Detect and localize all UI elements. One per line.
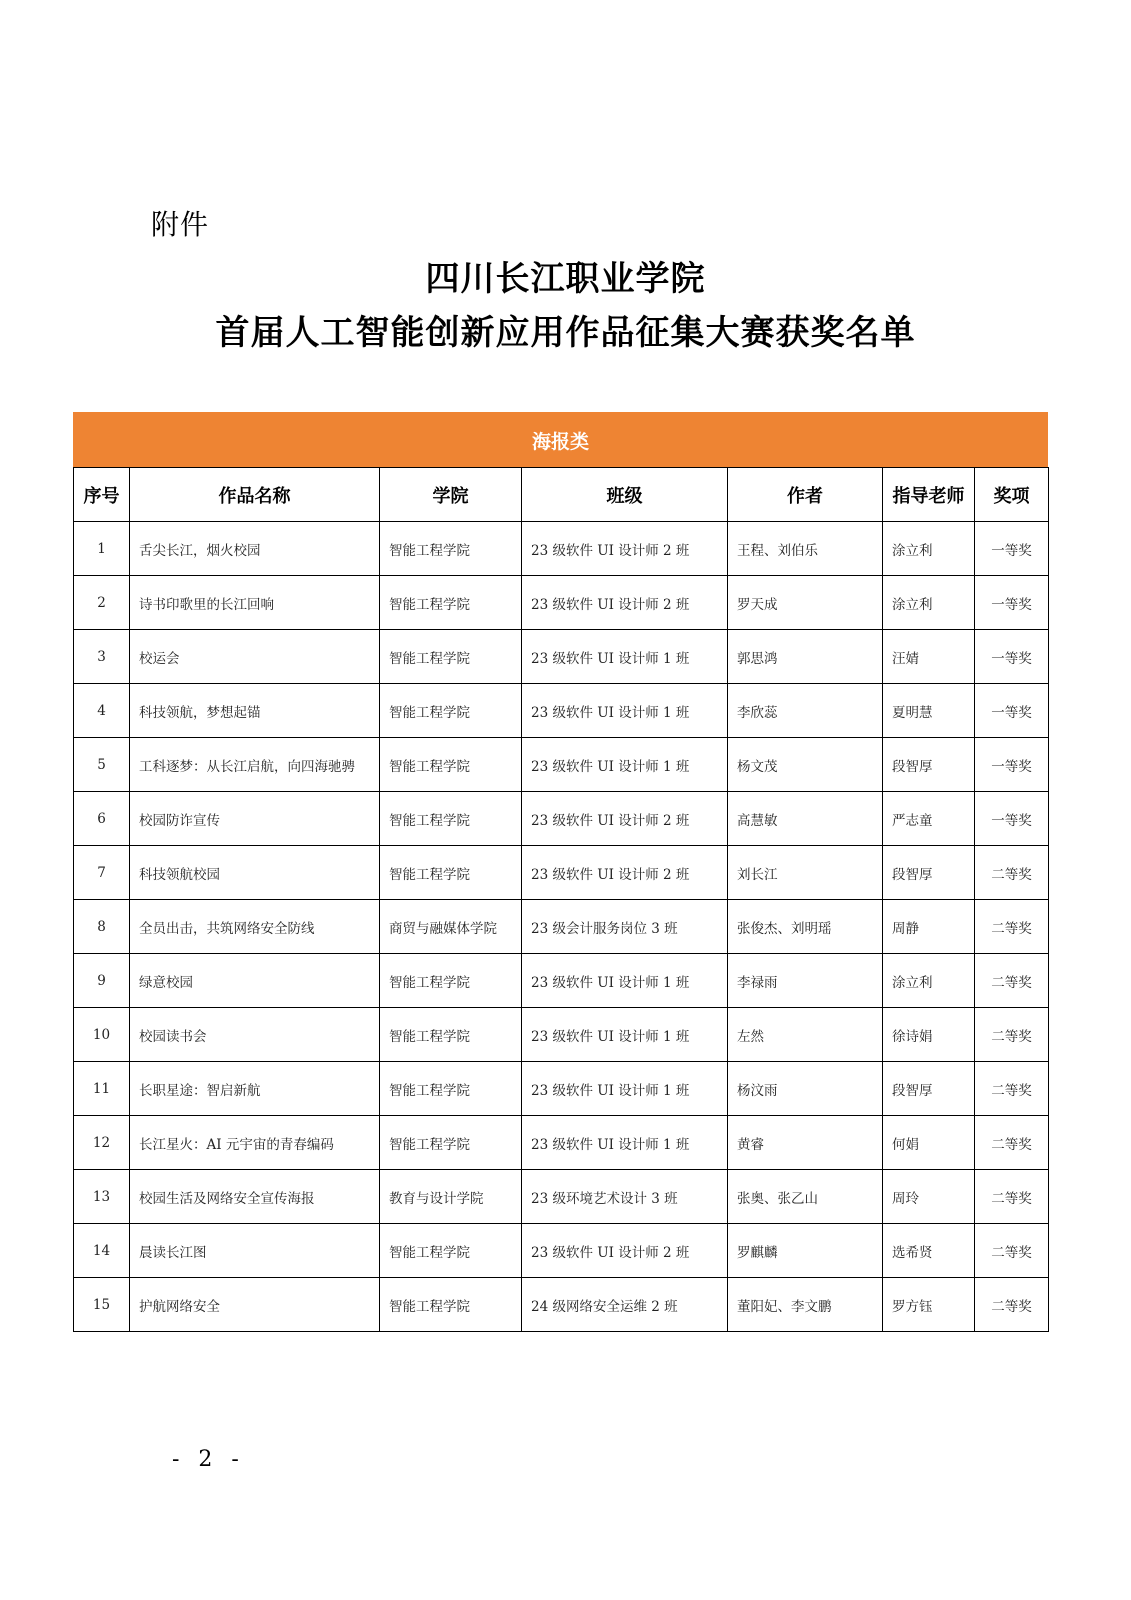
cell-author: 王程、刘伯乐 [728, 522, 883, 576]
table-row [74, 1062, 1049, 1116]
cell-award: 二等奖 [975, 1170, 1049, 1224]
cell-work-name: 校园生活及网络安全宣传海报 [130, 1170, 380, 1224]
cell-college: 智能工程学院 [380, 1062, 522, 1116]
cell-advisor: 徐诗娟 [883, 1008, 975, 1062]
cell-advisor: 涂立利 [883, 576, 975, 630]
cell-work-name: 长江星火：AI 元宇宙的青春编码 [130, 1116, 380, 1170]
cell-no: 9 [74, 954, 130, 1008]
cell-college: 智能工程学院 [380, 684, 522, 738]
table-row [74, 954, 1049, 1008]
cell-award: 二等奖 [975, 846, 1049, 900]
cell-work-name: 全员出击，共筑网络安全防线 [130, 900, 380, 954]
cell-author: 李欣蕊 [728, 684, 883, 738]
table-row [74, 846, 1049, 900]
cell-college: 智能工程学院 [380, 846, 522, 900]
cell-class: 23 级软件 UI 设计师 1 班 [522, 1116, 728, 1170]
cell-work-name: 舌尖长江，烟火校园 [130, 522, 380, 576]
column-header-award: 奖项 [975, 468, 1049, 522]
cell-college: 智能工程学院 [380, 738, 522, 792]
cell-award: 一等奖 [975, 792, 1049, 846]
cell-college: 智能工程学院 [380, 1116, 522, 1170]
cell-no: 7 [74, 846, 130, 900]
cell-award: 二等奖 [975, 1062, 1049, 1116]
table-row [74, 522, 1049, 576]
cell-no: 11 [74, 1062, 130, 1116]
cell-author: 张奥、张乙山 [728, 1170, 883, 1224]
table-row [74, 792, 1049, 846]
cell-award: 二等奖 [975, 1116, 1049, 1170]
category-header: 海报类 [73, 412, 1048, 467]
table-row [74, 738, 1049, 792]
awards-table [73, 467, 1049, 1332]
cell-class: 23 级软件 UI 设计师 1 班 [522, 738, 728, 792]
cell-award: 一等奖 [975, 522, 1049, 576]
cell-award: 一等奖 [975, 630, 1049, 684]
cell-class: 23 级软件 UI 设计师 1 班 [522, 1062, 728, 1116]
table-header-row [74, 468, 1049, 522]
cell-work-name: 校园防诈宣传 [130, 792, 380, 846]
cell-advisor: 周静 [883, 900, 975, 954]
cell-work-name: 长职星途：智启新航 [130, 1062, 380, 1116]
cell-college: 智能工程学院 [380, 522, 522, 576]
column-header-class: 班级 [522, 468, 728, 522]
cell-no: 8 [74, 900, 130, 954]
cell-no: 12 [74, 1116, 130, 1170]
cell-author: 杨汶雨 [728, 1062, 883, 1116]
cell-author: 罗麒麟 [728, 1224, 883, 1278]
column-header-college: 学院 [380, 468, 522, 522]
table-row [74, 1170, 1049, 1224]
table-row [74, 630, 1049, 684]
cell-no: 14 [74, 1224, 130, 1278]
cell-college: 智能工程学院 [380, 1008, 522, 1062]
cell-work-name: 科技领航，梦想起锚 [130, 684, 380, 738]
cell-no: 1 [74, 522, 130, 576]
table-row [74, 684, 1049, 738]
table-row [74, 1008, 1049, 1062]
cell-advisor: 段智厚 [883, 846, 975, 900]
cell-college: 智能工程学院 [380, 576, 522, 630]
attachment-label: 附件 [151, 208, 210, 241]
cell-class: 23 级会计服务岗位 3 班 [522, 900, 728, 954]
cell-advisor: 选希贤 [883, 1224, 975, 1278]
cell-no: 2 [74, 576, 130, 630]
cell-author: 黄睿 [728, 1116, 883, 1170]
cell-no: 3 [74, 630, 130, 684]
cell-no: 13 [74, 1170, 130, 1224]
cell-work-name: 诗书印歌里的长江回响 [130, 576, 380, 630]
cell-advisor: 段智厚 [883, 738, 975, 792]
cell-no: 6 [74, 792, 130, 846]
cell-work-name: 工科逐梦：从长江启航，向四海驰骋 [130, 738, 380, 792]
cell-college: 智能工程学院 [380, 630, 522, 684]
page-number: - 2 - [172, 1447, 245, 1472]
cell-no: 10 [74, 1008, 130, 1062]
cell-award: 二等奖 [975, 954, 1049, 1008]
cell-no: 15 [74, 1278, 130, 1332]
cell-advisor: 何娟 [883, 1116, 975, 1170]
cell-author: 李禄雨 [728, 954, 883, 1008]
cell-award: 一等奖 [975, 576, 1049, 630]
cell-class: 23 级软件 UI 设计师 2 班 [522, 792, 728, 846]
document-title-line-1: 四川长江职业学院 [425, 259, 706, 299]
cell-college: 智能工程学院 [380, 954, 522, 1008]
table-row [74, 576, 1049, 630]
cell-college: 教育与设计学院 [380, 1170, 522, 1224]
column-header-author: 作者 [728, 468, 883, 522]
cell-advisor: 罗方钰 [883, 1278, 975, 1332]
cell-award: 一等奖 [975, 738, 1049, 792]
table-body [74, 522, 1049, 1332]
table-row [74, 1224, 1049, 1278]
cell-author: 张俊杰、刘明瑶 [728, 900, 883, 954]
table-row [74, 900, 1049, 954]
cell-author: 董阳妃、李文鹏 [728, 1278, 883, 1332]
cell-class: 23 级环境艺术设计 3 班 [522, 1170, 728, 1224]
column-header-work: 作品名称 [130, 468, 380, 522]
cell-work-name: 校园读书会 [130, 1008, 380, 1062]
cell-class: 23 级软件 UI 设计师 2 班 [522, 522, 728, 576]
cell-work-name: 护航网络安全 [130, 1278, 380, 1332]
cell-advisor: 汪婧 [883, 630, 975, 684]
cell-class: 23 级软件 UI 设计师 2 班 [522, 1224, 728, 1278]
cell-class: 23 级软件 UI 设计师 1 班 [522, 954, 728, 1008]
cell-author: 杨文茂 [728, 738, 883, 792]
cell-work-name: 绿意校园 [130, 954, 380, 1008]
table-row [74, 1116, 1049, 1170]
cell-author: 高慧敏 [728, 792, 883, 846]
cell-college: 智能工程学院 [380, 1224, 522, 1278]
cell-award: 二等奖 [975, 1278, 1049, 1332]
cell-college: 智能工程学院 [380, 1278, 522, 1332]
cell-advisor: 周玲 [883, 1170, 975, 1224]
cell-class: 24 级网络安全运维 2 班 [522, 1278, 728, 1332]
cell-advisor: 段智厚 [883, 1062, 975, 1116]
cell-advisor: 严志童 [883, 792, 975, 846]
cell-class: 23 级软件 UI 设计师 2 班 [522, 576, 728, 630]
cell-class: 23 级软件 UI 设计师 2 班 [522, 846, 728, 900]
cell-author: 郭思鸿 [728, 630, 883, 684]
document-title-line-2: 首届人工智能创新应用作品征集大赛获奖名单 [215, 313, 916, 353]
cell-advisor: 夏明慧 [883, 684, 975, 738]
cell-award: 二等奖 [975, 1008, 1049, 1062]
cell-advisor: 涂立利 [883, 522, 975, 576]
table-row [74, 1278, 1049, 1332]
cell-advisor: 涂立利 [883, 954, 975, 1008]
cell-no: 5 [74, 738, 130, 792]
cell-work-name: 校运会 [130, 630, 380, 684]
cell-author: 刘长江 [728, 846, 883, 900]
cell-class: 23 级软件 UI 设计师 1 班 [522, 684, 728, 738]
cell-no: 4 [74, 684, 130, 738]
cell-award: 二等奖 [975, 900, 1049, 954]
cell-work-name: 科技领航校园 [130, 846, 380, 900]
cell-class: 23 级软件 UI 设计师 1 班 [522, 1008, 728, 1062]
cell-college: 商贸与融媒体学院 [380, 900, 522, 954]
cell-author: 左然 [728, 1008, 883, 1062]
cell-work-name: 晨读长江图 [130, 1224, 380, 1278]
column-header-advisor: 指导老师 [883, 468, 975, 522]
cell-award: 二等奖 [975, 1224, 1049, 1278]
cell-award: 一等奖 [975, 684, 1049, 738]
column-header-no: 序号 [74, 468, 130, 522]
cell-college: 智能工程学院 [380, 792, 522, 846]
cell-author: 罗天成 [728, 576, 883, 630]
awards-table-container [73, 412, 1048, 1332]
cell-class: 23 级软件 UI 设计师 1 班 [522, 630, 728, 684]
